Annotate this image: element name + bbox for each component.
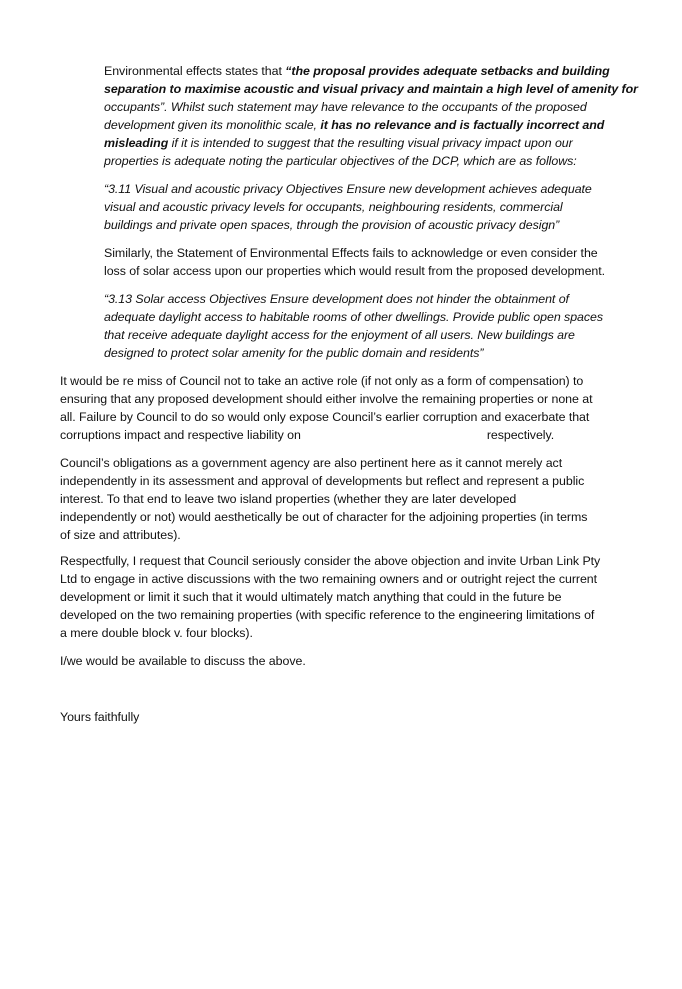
text-line: independently or not) would aesthetically be out of character for the adjoining properties (in terms bbox=[60, 510, 588, 524]
text-line: “3.13 Solar access Objectives Ensure development does not hinder the obtainment of bbox=[104, 292, 569, 306]
paragraph-request bbox=[60, 552, 626, 642]
text-line: ensuring that any proposed development should either involve the remaining properties or none at bbox=[60, 392, 593, 406]
paragraph-council-role bbox=[60, 372, 626, 444]
emphasis-text: it has no relevance and is factually incorrect and bbox=[320, 118, 605, 132]
text-line: “3.11 Visual and acoustic privacy Objectives Ensure new development achieves adequate bbox=[104, 182, 592, 196]
text-line: Council’s obligations as a government agency are also pertinent here as it cannot merely act bbox=[60, 456, 563, 470]
text-line: that receive adequate daylight access for the enjoyment of all users. New buildings are bbox=[104, 328, 575, 342]
text-line: all. Failure by Council to do so would only expose Council’s earlier corruption and exacerbate that bbox=[60, 410, 590, 424]
quoted-text: separation to maximise acoustic and visual privacy and maintain a high level of amenity for bbox=[104, 82, 638, 96]
text-line: interest. To that end to leave two island properties (whether they are later developed bbox=[60, 492, 517, 506]
paragraph-privacy-objection bbox=[104, 62, 638, 170]
paragraph-solar-access bbox=[104, 244, 624, 280]
text-segment: Environmental effects states that bbox=[104, 64, 286, 78]
text-line: designed to protect solar amenity for the public domain and residents” bbox=[104, 346, 484, 360]
text-line: a mere double block v. four blocks). bbox=[60, 626, 253, 640]
text-line: properties is adequate noting the particular objectives of the DCP, which are as follows: bbox=[104, 154, 577, 168]
text-line bbox=[60, 426, 626, 444]
text-line: Similarly, the Statement of Environmental Effects fails to acknowledge or even consider the bbox=[104, 246, 598, 260]
text-segment: respectively. bbox=[486, 428, 555, 442]
text-line bbox=[104, 62, 624, 80]
text-line bbox=[104, 116, 624, 134]
quoted-text: “the proposal provides adequate setbacks and building bbox=[285, 64, 610, 78]
text-line: It would be re miss of Council not to take an active role (if not only as a form of compensation) to bbox=[60, 374, 584, 388]
paragraph-council-obligations bbox=[60, 454, 626, 544]
text-line: development or limit it such that it would ultimately match anything that could in the future be bbox=[60, 590, 562, 604]
text-line: occupants”. Whilst such statement may have relevance to the occupants of the proposed bbox=[104, 100, 587, 114]
text-line: buildings and private open spaces, through the provision of acoustic privacy design” bbox=[104, 218, 560, 232]
text-line: loss of solar access upon our properties which would result from the proposed development. bbox=[104, 264, 606, 278]
text-segment: if it is intended to suggest that the resulting visual privacy impact upon our bbox=[168, 136, 573, 150]
text-line: Ltd to engage in active discussions with the two remaining owners and or outright reject the current bbox=[60, 572, 598, 586]
text-line bbox=[104, 134, 624, 152]
text-line: Respectfully, I request that Council seriously consider the above objection and invite Urban Link Pty bbox=[60, 554, 601, 568]
emphasis-text: misleading bbox=[104, 136, 169, 150]
paragraph-availability bbox=[60, 652, 626, 670]
text-segment: corruptions impact and respective liability on bbox=[60, 428, 301, 442]
closing-salutation bbox=[60, 708, 626, 726]
text-line: independently in its assessment and approval of developments but reflect and represent a public bbox=[60, 474, 585, 488]
text-segment: development given its monolithic scale, bbox=[104, 118, 321, 132]
quote-solar-objectives bbox=[104, 290, 624, 362]
text-line: of size and attributes). bbox=[60, 528, 181, 542]
quote-privacy-objectives bbox=[104, 180, 624, 234]
text-line: developed on the two remaining properties (with specific reference to the engineering limitations of bbox=[60, 608, 595, 622]
text-line: I/we would be available to discuss the above. bbox=[60, 654, 306, 668]
text-line: Yours faithfully bbox=[60, 710, 140, 724]
text-line: adequate daylight access to habitable rooms of other dwellings. Provide public open spaces bbox=[104, 310, 604, 324]
text-line: visual and acoustic privacy levels for occupants, neighbouring residents, commercial bbox=[104, 200, 563, 214]
